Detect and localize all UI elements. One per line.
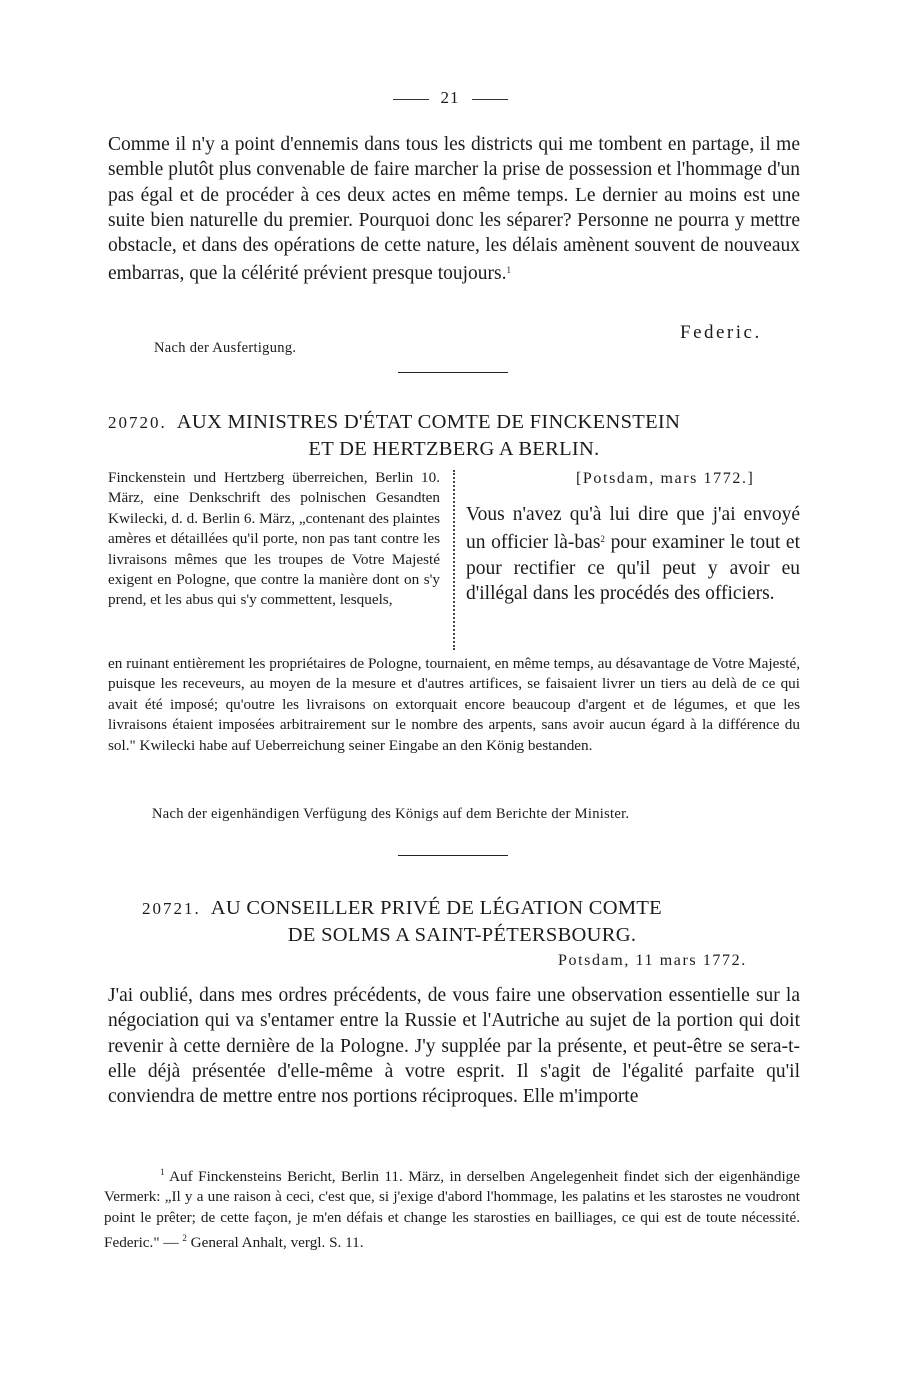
dateline-20721: Potsdam, 11 mars 1772.	[558, 952, 747, 969]
signature: Federic.	[680, 322, 762, 343]
letter-number: 20720.	[108, 413, 167, 432]
column-separator	[453, 470, 455, 650]
footnote-1-text: Auf Finckensteins Bericht, Berlin 11. März, in derselben Angelegenheit findet sich der eigenhändige Vermerk: „Il y a une raison à ceci, c'est que, si j'exige d'abord l'hommage, les palatins et les starostes ne voudront point le prêter; de cette façon, je m'en défais et change les starosties en bailliages, ce qui est de toute nécessité. Federic." —	[104, 1168, 800, 1252]
summary-continuation	[108, 654, 800, 756]
dateline-20720: [Potsdam, mars 1772.]	[576, 470, 755, 487]
head-dash-left	[393, 99, 429, 100]
footnote-2-text: General Anhalt, vergl. S. 11.	[190, 1234, 364, 1252]
footnote-1	[104, 1162, 800, 1254]
section-divider-2	[398, 855, 508, 856]
letter-number: 20721.	[142, 899, 201, 918]
summary-right-column	[466, 502, 800, 606]
footnote-ref-2: 2	[600, 534, 605, 545]
summary-left-column	[108, 468, 440, 611]
top-paragraph-text: Comme il n'y a point d'ennemis dans tous les districts qui me tombent en partage, il me semble plutôt plus convenable de faire marcher la prise de possession et l'hommage d'un pas égal et de procéder à ces deux actes en même temps. Le dernier au moins est une suite bien naturelle du premier. Pourquoi donc les séparer? Personne ne pourra y mettre obstacle, et dans des opérations de cette nature, les délais amènent souvent de nouveaux embarras, que la célérité prévient presque toujours.	[108, 134, 800, 285]
right-column-text-2: pour examiner le tout et pour rectifier ce qu'il peut y avoir eu d'illégal dans les procédés des officiers.	[466, 532, 800, 604]
footnotes	[104, 1162, 800, 1254]
right-column-text: Vous n'avez qu'à lui dire que j'ai envoyé un officier là-bas	[466, 504, 800, 554]
continuation-text: en ruinant entièrement les propriétaires de Pologne, tournaient, en même temps, au désavantage de Votre Majesté, puisque les receveurs, au moyen de la mesure et d'autres artifices, se faisaient livrer un tiers au delà de ce qui avait été imposé; qu'outre les livraisons on extorquait encore beaucoup d'argent et de légumes, et que les livraisons étaient imposées arbitrairement sur le nombre des arpents, sans avoir aucun égard à la différence du sol." Kwilecki habe auf Ueberreichung seiner Eingabe an den König bestanden.	[108, 655, 800, 754]
summary-text: Finckenstein und Hertzberg überreichen, Berlin 10. März, eine Denkschrift des polnischen Gesandten Kwilecki, d. d. Berlin 6. März, „contenant des plaintes amères et détaillées qu'il porte, non pas tant contre les livraisons mêmes que les troupes de Votre Majesté exigent en Pologne, que contre la manière dont on s'y prend, et les abus qui s'y commettent, lesquels,	[108, 469, 440, 609]
head-dash-right	[472, 99, 508, 100]
source-note-top: Nach der Ausfertigung.	[154, 340, 297, 356]
heading-line-1: AUX MINISTRES D'ÉTAT COMTE DE FINCKENSTEIN	[176, 411, 681, 433]
letter-heading-20721	[142, 895, 782, 948]
footnote-ref-1: 1	[506, 265, 512, 276]
section-divider-1	[398, 372, 508, 373]
heading-line-2: ET DE HERTZBERG A BERLIN.	[308, 438, 600, 460]
footnote-marker-1: 1	[160, 1167, 165, 1177]
source-note-20720: Nach der eigenhändigen Verfügung des Königs auf dem Berichte der Minister.	[152, 806, 630, 822]
heading-line-1: AU CONSEILLER PRIVÉ DE LÉGATION COMTE	[210, 897, 662, 919]
heading-line-2: DE SOLMS A SAINT-PÉTERSBOURG.	[287, 924, 637, 946]
letter-20721-paragraph	[108, 983, 800, 1109]
top-paragraph	[108, 132, 800, 287]
page-number: 21	[440, 88, 460, 107]
footnote-marker-2: 2	[182, 1233, 187, 1244]
running-head	[0, 88, 900, 108]
letter-heading-20720	[108, 409, 800, 462]
letter-20721-text: J'ai oublié, dans mes ordres précédents, de vous faire une observation essentielle sur la négociation qui va s'entamer entre la Russie et l'Autriche au sujet de la portion qui doit revenir à cette dernière de la Pologne. J'y supplée par la présente, et peut-être se sera-t-elle déjà présentée d'elle-même à votre esprit. Il s'agit de l'égalité parfaite qu'il conviendra de mettre entre nos portions réciproques. Elle m'importe	[108, 985, 800, 1108]
